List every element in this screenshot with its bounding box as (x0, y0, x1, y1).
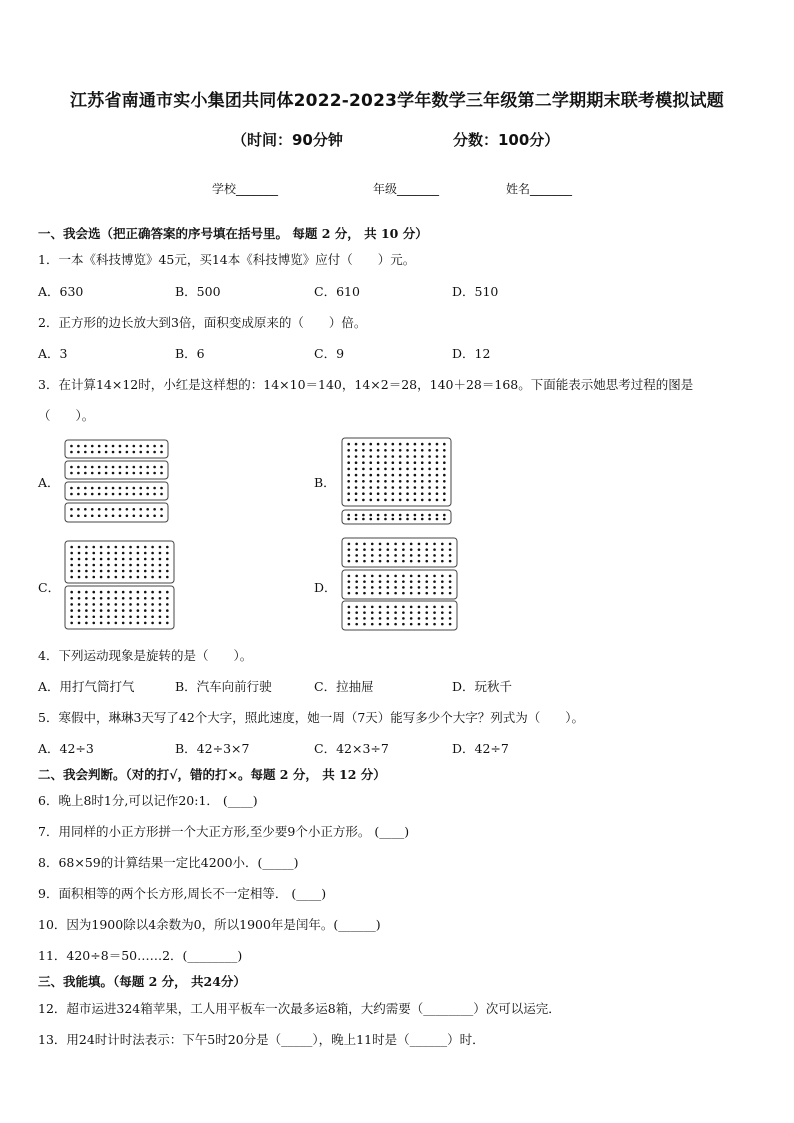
question-1: 1．一本《科技博览》45元，买14本《科技博览》应付（ ）元。 (38, 252, 416, 267)
question-12: 12．超市运进324箱苹果，工人用平板车一次最多运8箱，大约需要（________）次可以运完． (38, 1001, 561, 1016)
q3-option-d-label: D． (314, 580, 337, 595)
q3-option-c-label: C． (38, 580, 61, 595)
question-8: 8．68×59的计算结果一定比4200小．(_____) (38, 855, 299, 870)
question-10: 10．因为1900除以4余数为0，所以1900年是闰年。(______) (38, 917, 381, 932)
q3-option-b-label: B． (314, 475, 336, 490)
q5-option-a: A．42÷3 (38, 741, 94, 756)
dot-array-figure-d (341, 537, 459, 632)
q2-option-b: B．6 (175, 346, 205, 361)
question-3-blank: （ ）。 (38, 408, 95, 423)
q4-option-c: C．拉抽屉 (314, 679, 374, 694)
name-field: 姓名_______ (506, 182, 573, 196)
q3-option-a-label: A． (38, 475, 60, 490)
q1-option-c: C．610 (314, 284, 360, 299)
exam-score: 分数：100分） (453, 131, 560, 149)
question-11: 11．420÷8＝50……2．(________) (38, 948, 243, 963)
question-9: 9．面积相等的两个长方形,周长不一定相等． (____) (38, 886, 327, 901)
question-2: 2．正方形的边长放大到3倍，面积变成原来的（ ）倍。 (38, 315, 367, 330)
question-7: 7．用同样的小正方形拼一个大正方形,至少要9个小正方形。 (____) (38, 824, 410, 839)
dot-array-figure-c (64, 540, 176, 631)
section-heading: 二、我会判断。（对的打√，错的打×。每题 2 分， 共 12 分） (38, 767, 386, 782)
dot-array-figure-a (64, 439, 170, 525)
q5-option-d: D．42÷7 (452, 741, 509, 756)
q5-option-c: C．42×3÷7 (314, 741, 389, 756)
q1-option-b: B．500 (175, 284, 221, 299)
q4-option-a: A．用打气筒打气 (38, 679, 135, 694)
question-3: 3．在计算14×12时，小红是这样想的：14×10＝140，14×2＝28，140＋28＝168。下面能表示她思考过程的图是 (38, 377, 694, 392)
q1-option-a: A．630 (38, 284, 84, 299)
exam-title: 江苏省南通市实小集团共同体2022-2023学年数学三年级第二学期期末联考模拟试题 (70, 91, 724, 111)
question-5: 5．寒假中，琳琳3天写了42个大字，照此速度，她一周（7天）能写多少个大字？列式为（ ）。 (38, 710, 585, 725)
q4-option-d: D．玩秋千 (452, 679, 513, 694)
school-field: 学校_______ (212, 182, 279, 196)
question-4: 4．下列运动现象是旋转的是（ ）。 (38, 648, 253, 663)
q4-option-b: B．汽车向前行驶 (175, 679, 272, 694)
question-6: 6．晚上8时1分,可以记作20:1． (____) (38, 793, 258, 808)
q5-option-b: B．42÷3×7 (175, 741, 250, 756)
q2-option-a: A．3 (38, 346, 68, 361)
dot-array-figure-b (341, 437, 453, 527)
q1-option-d: D．510 (452, 284, 499, 299)
q2-option-d: D．12 (452, 346, 491, 361)
q2-option-c: C．9 (314, 346, 345, 361)
section-heading: 一、我会选（把正确答案的序号填在括号里。 每题 2 分， 共 10 分） (38, 226, 428, 241)
exam-time: （时间：90分钟 (232, 131, 343, 149)
question-13: 13．用24时计时法表示：下午5时20分是（_____），晚上11时是（______）时． (38, 1032, 485, 1047)
grade-field: 年级_______ (373, 182, 440, 196)
section-heading: 三、我能填。（每题 2 分， 共24分） (38, 974, 246, 989)
